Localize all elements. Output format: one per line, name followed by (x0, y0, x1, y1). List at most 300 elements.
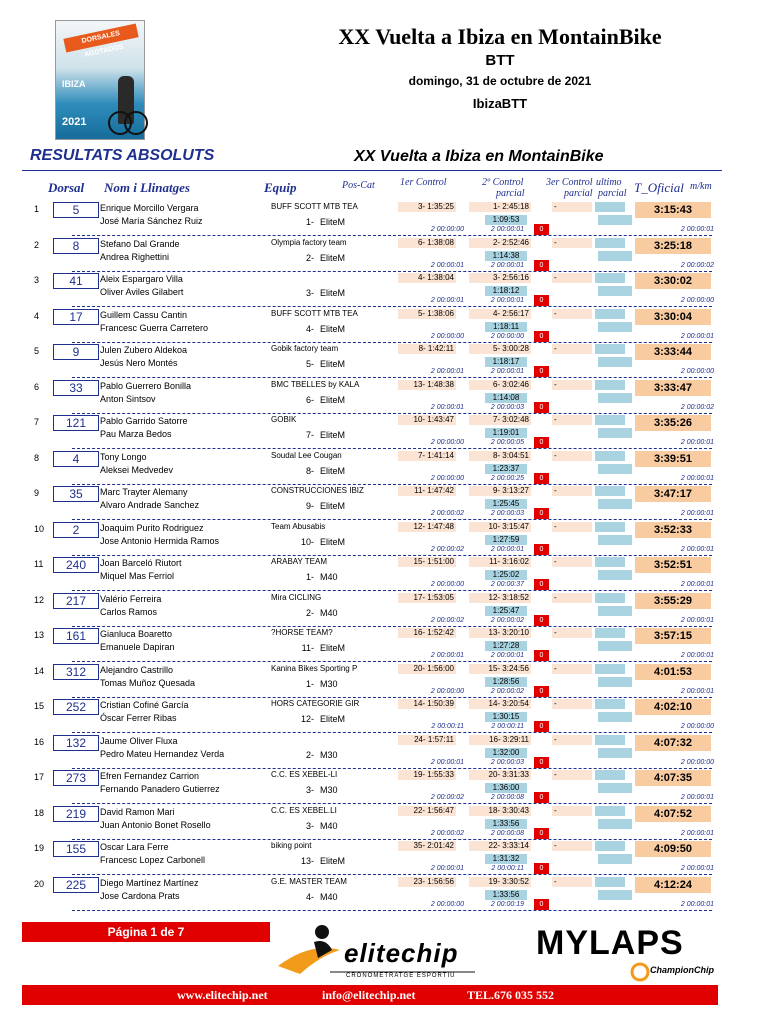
poster-band: DORSALES AGOTADOS (63, 23, 138, 52)
control3-partial-cell (595, 699, 625, 709)
control3-time: - (552, 309, 592, 319)
poster-city: IBIZA (62, 79, 86, 89)
official-gap: 2 00:00:02 (680, 261, 714, 269)
mylaps-logo (530, 920, 730, 982)
control2-partial: 1:23:37 (485, 464, 527, 474)
control3-partial-cell (595, 380, 625, 390)
official-gap: 2 00:00:01 (680, 581, 714, 588)
table-row (22, 733, 722, 769)
zero-flag: 0 (534, 721, 549, 732)
rider-name-1: Aleix Espargaro Villa (100, 274, 183, 284)
control3-partial-cell (595, 735, 625, 745)
category: M30 (320, 678, 338, 689)
position-number: 4 (34, 310, 40, 321)
control1-time: 13- 1:48:38 (398, 380, 456, 390)
control2-time: 12- 3:18:52 (469, 593, 531, 603)
col-official-time: T_Oficial (634, 180, 684, 195)
control2-time: 16- 3:29:11 (469, 735, 531, 745)
table-row (22, 662, 722, 698)
rider-name-2: Fernando Panadero Gutierrez (100, 784, 220, 794)
control1-time: 15- 1:51:00 (398, 557, 456, 567)
control2-partial: 1:25:47 (485, 606, 527, 616)
control2-partial: 1:33:56 (485, 890, 527, 900)
rider-name-1: Guillem Cassu Cantin (100, 309, 188, 320)
category-position: 8- (305, 465, 314, 476)
official-time: 3:35:26 (635, 415, 711, 431)
page-indicator: Página 1 de 7 (22, 922, 270, 942)
control3-partial-cell (595, 593, 625, 603)
official-gap: 2 00:00:01 (680, 794, 714, 801)
control1-gap: 2 00:00:02 (430, 510, 464, 517)
category-position: 10- (300, 536, 314, 547)
position-number: 7 (34, 417, 40, 427)
table-row (22, 626, 722, 662)
official-gap: 2 00:00:00 (680, 297, 714, 304)
control3-time: - (552, 486, 592, 496)
col-ultimo-sub: parcial (598, 188, 627, 199)
website-link[interactable]: www.elitechip.net (177, 988, 268, 1002)
control3-partial-cell (595, 628, 625, 638)
control2-partial: 1:30:15 (485, 712, 527, 722)
official-time: 3:30:04 (635, 309, 711, 325)
control1-gap: 2 00:00:02 (430, 829, 464, 837)
category: M30 (320, 785, 338, 795)
bib-number: 132 (53, 735, 99, 751)
team-name: Team Abusabis (271, 521, 326, 531)
zero-flag: 0 (534, 899, 549, 910)
control3-time: - (552, 664, 592, 674)
bib-number: 161 (53, 628, 99, 644)
control2-gap: 2 00:00:01 (490, 652, 524, 659)
zero-flag: 0 (534, 757, 549, 768)
control1-time: 16- 1:52:42 (398, 628, 456, 638)
team-name: C.C. ES XEBEL-LI (271, 770, 338, 779)
official-time: 3:33:44 (635, 344, 711, 360)
category: EliteM (320, 856, 346, 866)
control2-gap: 2 00:00:01 (490, 545, 524, 553)
zero-flag: 0 (534, 508, 549, 519)
table-row (22, 271, 722, 307)
control1-gap: 2 00:00:00 (430, 439, 464, 446)
zero-flag: 0 (534, 650, 549, 661)
control1-gap: 2 00:00:02 (430, 794, 464, 801)
category-position: 3- (305, 785, 314, 795)
position-number: 2 (34, 239, 40, 250)
category-position: 4- (305, 891, 314, 902)
control3-partial-cell (595, 238, 625, 248)
col-control2: 2º Control (482, 177, 524, 188)
elitechip-tagline: CRONOMETRATGE ESPORTIU (346, 973, 456, 979)
rider-name-1: Gianluca Boaretto (100, 629, 173, 639)
category: EliteM (320, 714, 346, 724)
category: EliteM (320, 359, 346, 369)
control2-partial: 1:18:17 (485, 357, 527, 367)
control1-gap: 2 00:00:01 (430, 865, 464, 872)
rider-name-2: Carlos Ramos (100, 606, 158, 617)
position-number: 15 (34, 701, 45, 711)
official-time: 4:07:32 (635, 735, 711, 751)
category: EliteM (320, 430, 346, 440)
control2-time: 11- 3:16:02 (469, 557, 531, 567)
table-row (22, 200, 722, 236)
table-row (22, 342, 722, 378)
zero-flag: 0 (534, 686, 549, 697)
last-partial-cell (598, 357, 632, 367)
last-partial-cell (598, 499, 632, 509)
team-name: BMC TBELLES by KALA (271, 379, 360, 389)
rider-name-1: Marc Trayter Alemany (100, 487, 188, 497)
control3-partial-cell (595, 806, 625, 816)
control2-gap: 2 00:00:01 (490, 368, 524, 375)
team-name: Olympia factory team (271, 237, 347, 247)
mylaps-wordmark: MYLAPS (536, 924, 684, 962)
control1-time: 7- 1:41:14 (398, 451, 456, 461)
last-partial-cell (598, 890, 632, 900)
section-event-title: XX Vuelta a Ibiza en MontainBike (354, 148, 604, 165)
control3-time: - (552, 557, 592, 567)
control2-gap: 2 00:00:03 (490, 758, 524, 766)
team-name: BUFF SCOTT MTB TEA (271, 202, 358, 211)
zero-flag: 0 (534, 615, 549, 626)
official-gap: 2 00:00:01 (680, 900, 714, 908)
official-time: 4:02:10 (635, 699, 711, 715)
rider-name-2: Francesc Guerra Carretero (100, 322, 209, 333)
rider-name-2: Anton Sintsov (100, 393, 156, 404)
table-row (22, 413, 722, 449)
position-number: 5 (34, 346, 40, 356)
rider-name-2: Tomas Muñoz Quesada (100, 677, 196, 688)
rider-name-2: Francesc Lopez Carbonell (100, 855, 206, 865)
official-time: 4:09:50 (635, 841, 711, 857)
rider-name-1: Tony Longo (100, 451, 147, 462)
col-pace: m/km (690, 181, 712, 192)
control1-time: 10- 1:43:47 (398, 415, 456, 425)
official-time: 3:47:17 (635, 486, 711, 502)
position-number: 12 (34, 594, 45, 605)
control1-time: 6- 1:38:08 (398, 238, 456, 248)
rider-name-2: Pedro Mateu Hernandez Verda (100, 748, 225, 759)
control3-partial-cell (595, 344, 625, 354)
control2-partial: 1:27:28 (485, 641, 527, 651)
elitechip-wordmark: elitechip (344, 938, 459, 968)
bib-number: 8 (53, 238, 99, 254)
last-partial-cell (598, 854, 632, 864)
zero-flag: 0 (534, 863, 549, 874)
control2-time: 1- 2:45:18 (469, 202, 531, 212)
rider-name-1: Pablo Guerrero Bonilla (100, 380, 192, 391)
table-row (22, 378, 722, 414)
rider-name-1: Diego Martínez Martínez (100, 877, 199, 888)
control1-time: 17- 1:53:05 (398, 593, 456, 603)
control3-time: - (552, 877, 592, 887)
bib-number: 17 (53, 309, 99, 325)
control3-time: - (552, 202, 592, 212)
control2-partial: 1:18:12 (485, 286, 527, 296)
col-team: Equip (264, 180, 297, 195)
rider-name-1: Cristian Cofiné García (100, 700, 189, 710)
control2-time: 7- 3:02:48 (469, 415, 531, 425)
category: EliteM (320, 217, 346, 227)
bib-number: 240 (53, 557, 99, 573)
rider-name-1: Efren Fernandez Carrion (100, 771, 200, 781)
control1-time: 14- 1:50:39 (398, 699, 456, 709)
team-name: GOBIK (271, 415, 297, 424)
col-control1: 1er Control (400, 177, 447, 188)
control2-gap: 2 00:00:01 (490, 226, 524, 233)
last-partial-cell (598, 783, 632, 793)
control1-gap: 2 00:00:01 (430, 758, 464, 766)
category-position: 13- (300, 856, 314, 866)
official-gap: 2 00:00:01 (680, 652, 714, 659)
position-number: 6 (34, 381, 40, 392)
category-position: 12- (300, 714, 314, 724)
official-time: 3:52:51 (635, 557, 711, 573)
contact-bar (22, 985, 718, 1005)
table-row (22, 697, 722, 733)
control2-gap: 2 00:00:02 (490, 687, 524, 695)
control2-partial: 1:25:02 (485, 570, 527, 580)
category-position: 4- (305, 323, 314, 334)
position-number: 19 (34, 843, 45, 853)
bib-number: 225 (53, 877, 99, 893)
official-time: 3:25:18 (635, 238, 711, 254)
category-position: 3- (305, 288, 314, 298)
rider-name-1: Julen Zubero Aldekoa (100, 345, 188, 355)
bib-number: 312 (53, 664, 99, 680)
poster-year: 2021 (62, 116, 87, 128)
position-number: 1 (34, 204, 40, 214)
control3-partial-cell (595, 557, 625, 567)
rider-name-1: Joan Barceló Riutort (100, 558, 182, 568)
control1-gap: 2 00:00:00 (430, 687, 464, 695)
control1-gap: 2 00:00:02 (430, 616, 464, 624)
control2-time: 22- 3:33:14 (469, 841, 531, 851)
official-gap: 2 00:00:00 (680, 723, 714, 730)
control2-partial: 1:09:53 (485, 215, 527, 225)
team-name: Soudal Lee Cougan (271, 450, 342, 460)
control1-gap: 2 00:00:01 (430, 297, 464, 304)
control1-gap: 2 00:00:01 (430, 652, 464, 659)
table-row (22, 449, 722, 485)
control2-gap: 2 00:00:19 (490, 900, 524, 908)
control3-partial-cell (595, 202, 625, 212)
category: M30 (320, 749, 338, 760)
control3-time: - (552, 735, 592, 745)
zero-flag: 0 (534, 260, 549, 271)
control2-time: 5- 3:00:28 (469, 344, 531, 354)
control2-time: 4- 2:56:17 (469, 309, 531, 319)
control3-time: - (552, 770, 592, 780)
control1-time: 19- 1:55:33 (398, 770, 456, 780)
col-poscat: Pos-Cat (342, 180, 375, 191)
control2-gap: 2 00:00:08 (490, 794, 524, 801)
control2-time: 14- 3:20:54 (469, 699, 531, 709)
zero-flag: 0 (534, 295, 549, 306)
last-partial-cell (598, 819, 632, 829)
phone-number: TEL.676 035 552 (467, 988, 555, 1002)
official-gap: 2 00:00:00 (680, 368, 714, 375)
team-name: ARABAY TEAM (271, 557, 328, 566)
team-name: CONSTRUCCIONES IBIZ (271, 486, 364, 495)
category: EliteM (320, 252, 346, 263)
control3-time: - (552, 628, 592, 638)
rider-name-1: Enrique Morcillo Vergara (100, 203, 199, 213)
control3-partial-cell (595, 451, 625, 461)
zero-flag: 0 (534, 224, 549, 235)
team-name: biking point (271, 841, 312, 850)
control1-gap: 2 00:00:02 (430, 545, 464, 553)
control3-partial-cell (595, 415, 625, 425)
control2-gap: 2 00:00:01 (490, 261, 524, 269)
last-partial-cell (598, 535, 632, 545)
rider-name-2: Andrea Righettini (100, 251, 170, 262)
control2-gap: 2 00:00:11 (491, 723, 524, 730)
bib-number: 9 (53, 344, 99, 360)
col-control3: 3er Control (546, 177, 593, 188)
team-name: Kanina Bikes Sporting P (271, 663, 358, 673)
zero-flag: 0 (534, 366, 549, 377)
row-separator (72, 910, 712, 911)
event-poster-image (55, 20, 145, 140)
official-time: 3:39:51 (635, 451, 711, 467)
position-number: 11 (34, 559, 44, 569)
category: EliteM (320, 465, 346, 476)
table-row (22, 768, 722, 804)
official-time: 4:01:53 (635, 664, 711, 680)
official-gap: 2 00:00:01 (680, 332, 714, 340)
control2-time: 3- 2:56:16 (469, 273, 531, 283)
team-name: Mira CICLING (271, 592, 322, 602)
control1-time: 35- 2:01:42 (398, 841, 456, 851)
zero-flag: 0 (534, 331, 549, 342)
rider-name-2: Óscar Ferrer Ribas (100, 713, 177, 723)
official-time: 3:15:43 (635, 202, 711, 218)
control1-gap: 2 00:00:01 (430, 368, 464, 375)
bib-number: 5 (53, 202, 99, 218)
official-gap: 2 00:00:01 (680, 510, 714, 517)
control2-time: 19- 3:30:52 (469, 877, 531, 887)
last-partial-cell (598, 464, 632, 474)
position-number: 16 (34, 736, 45, 747)
rider-name-1: Oscar Lara Ferre (100, 842, 169, 852)
control1-time: 5- 1:38:06 (398, 309, 456, 319)
control2-time: 9- 3:13:27 (469, 486, 531, 496)
table-row (22, 804, 722, 840)
category-position: 1- (305, 217, 314, 227)
bib-number: 155 (53, 841, 99, 857)
bib-number: 252 (53, 699, 99, 715)
position-number: 20 (34, 878, 45, 889)
control2-partial: 1:32:00 (485, 748, 527, 758)
position-number: 13 (34, 630, 45, 640)
rider-name-2: Alvaro Andrade Sanchez (100, 500, 200, 510)
control1-gap: 2 00:00:00 (430, 581, 464, 588)
control3-partial-cell (595, 877, 625, 887)
category: M40 (320, 572, 338, 582)
section-title: RESULTATS ABSOLUTS (30, 147, 215, 164)
team-name: C.C. ES XEBEL.LI (271, 805, 337, 815)
control1-gap: 2 00:00:01 (430, 403, 464, 411)
category-position: 11- (301, 643, 314, 653)
control3-time: - (552, 273, 592, 283)
category: EliteM (320, 501, 346, 511)
zero-flag: 0 (534, 473, 549, 484)
control2-partial: 1:36:00 (485, 783, 527, 793)
position-number: 9 (34, 488, 40, 498)
rider-name-1: Stefano Dal Grande (100, 238, 180, 249)
rider-name-1: David Ramon Mari (100, 806, 175, 817)
control2-gap: 2 00:00:25 (490, 474, 524, 482)
position-number: 10 (34, 523, 45, 534)
last-partial-cell (598, 322, 632, 332)
last-partial-cell (598, 748, 632, 758)
control3-partial-cell (595, 841, 625, 851)
rider-name-1: Pablo Garrido Satorre (100, 416, 188, 426)
official-time: 4:12:24 (635, 877, 711, 893)
bib-number: 35 (53, 486, 99, 502)
rider-name-2: Jesús Nero Montés (100, 358, 178, 368)
category: EliteM (320, 323, 346, 334)
control3-time: - (552, 451, 592, 461)
official-gap: 2 00:00:01 (680, 829, 714, 837)
rider-name-2: José María Sánchez Ruiz (100, 216, 203, 226)
email-link[interactable]: info@elitechip.net (322, 988, 416, 1002)
category-position: 7- (305, 430, 314, 440)
control1-gap: 2 00:00:11 (431, 723, 464, 730)
zero-flag: 0 (534, 792, 549, 803)
control2-time: 20- 3:31:33 (469, 770, 531, 780)
last-partial-cell (598, 286, 632, 296)
table-row (22, 591, 722, 627)
rider-name-2: Aleksei Medvedev (100, 464, 174, 475)
official-gap: 2 00:00:02 (680, 403, 714, 411)
elitechip-logo (270, 920, 480, 982)
col-control3-sub: parcial (564, 188, 593, 199)
team-name: HORS CATEGORIE GIR (271, 699, 360, 708)
control1-gap: 2 00:00:00 (430, 226, 464, 233)
control3-partial-cell (595, 486, 625, 496)
official-gap: 2 00:00:01 (680, 226, 714, 233)
control2-partial: 1:14:08 (485, 393, 527, 403)
category: EliteM (320, 643, 346, 653)
zero-flag: 0 (534, 402, 549, 413)
col-dorsal: Dorsal (48, 180, 85, 195)
official-gap: 2 00:00:01 (680, 865, 714, 872)
rider-name-2: Jose Cardona Prats (100, 890, 180, 901)
control2-time: 18- 3:30:43 (469, 806, 531, 816)
control1-gap: 2 00:00:01 (430, 261, 464, 269)
last-partial-cell (598, 641, 632, 651)
control2-gap: 2 00:00:02 (490, 616, 524, 624)
control3-time: - (552, 344, 592, 354)
table-row (22, 307, 722, 343)
rider-name-2: Emanuele Dapiran (100, 642, 175, 652)
category: M40 (320, 607, 338, 618)
category: EliteM (320, 288, 346, 298)
category-position: 6- (305, 394, 314, 405)
control2-gap: 2 00:00:05 (490, 439, 524, 446)
official-gap: 2 00:00:01 (680, 474, 714, 482)
control2-partial: 1:31:32 (485, 854, 527, 864)
control1-gap: 2 00:00:00 (430, 900, 464, 908)
rider-name-2: Juan Antonio Bonet Rosello (100, 819, 211, 830)
official-time: 3:55:29 (635, 593, 711, 609)
category: EliteM (320, 394, 346, 405)
control3-time: - (552, 806, 592, 816)
control2-time: 15- 3:24:56 (469, 664, 531, 674)
event-subtitle: BTT (485, 52, 515, 69)
zero-flag: 0 (534, 579, 549, 590)
